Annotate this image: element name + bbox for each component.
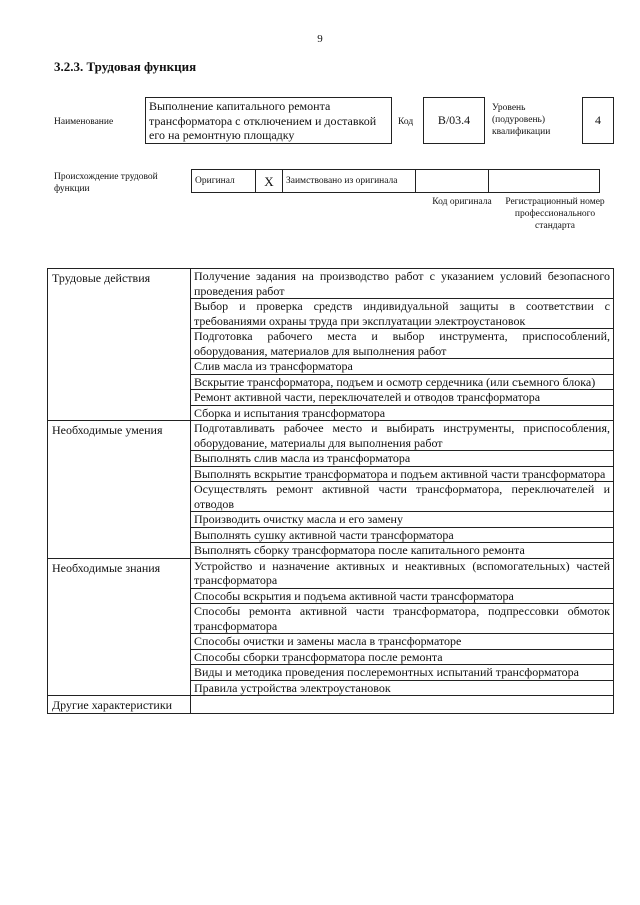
borrowed-label-cell: [283, 170, 416, 193]
page-number: 9: [317, 33, 323, 45]
section-item: Осуществлять ремонт активной части трансформатора, переключателей и отводов: [191, 482, 614, 512]
section-category: Другие характеристики: [48, 696, 191, 714]
section-item: Способы сборки трансформатора после ремонта: [191, 649, 614, 665]
reg-number-cell: [489, 170, 600, 193]
original-mark-cell: [256, 170, 283, 193]
section-item: Выбор и проверка средств индивидуальной защиты в соответствии с требованиями охраны труда при эксплуатации электроустановок: [191, 299, 614, 329]
section-item: Способы очистки и замены масла в трансформаторе: [191, 634, 614, 650]
level-value-box: 4: [582, 97, 614, 144]
section-category: Трудовые действия: [48, 269, 191, 421]
code-label: Код: [398, 117, 414, 127]
section-item: Подготавливать рабочее место и выбирать инструменты, приспособления, оборудование, материалы для выполнения работ: [191, 421, 614, 451]
section-item: Правила устройства электроустановок: [191, 680, 614, 696]
section-item: Сборка и испытания трансформатора: [191, 405, 614, 421]
code-original-cell: [416, 170, 489, 193]
borrowed-label: Заимствовано из оригинала: [286, 175, 398, 186]
function-name-box: Выполнение капитального ремонта трансформатора с отключением и доставкой его на ремонтную площадку: [145, 97, 392, 144]
section-item: Производить очистку масла и его замену: [191, 512, 614, 528]
section-item: Вскрытие трансформатора, подъем и осмотр сердечника (или съемного блока): [191, 374, 614, 390]
code-original-caption: Код оригинала: [432, 197, 492, 207]
table-row: [48, 696, 614, 714]
code-value-box: B/03.4: [423, 97, 485, 144]
level-label: Уровень (подуровень) квалификации: [492, 103, 551, 137]
origin-label: Происхождение трудовой функции: [54, 172, 158, 194]
section-item: Выполнять вскрытие трансформатора и подъем активной части трансформатора: [191, 466, 614, 482]
section-item: Выполнять сушку активной части трансформатора: [191, 527, 614, 543]
section-title: 3.2.3. Трудовая функция: [54, 59, 197, 74]
section-item: [191, 696, 614, 714]
section-item: Способы вскрытия и подъема активной части трансформатора: [191, 588, 614, 604]
section-item: Подготовка рабочего места и выбор инструмента, приспособлений, оборудования, материалов для выполнения работ: [191, 329, 614, 359]
reg-number-caption: Регистрационный номер профессионального стандарта: [505, 197, 605, 231]
section-item: Получение задания на производство работ с указанием условий безопасного проведения работ: [191, 269, 614, 299]
table-row: [48, 269, 614, 299]
labor-function-table-body: [48, 269, 614, 714]
section-item: Ремонт активной части, переключателей и отводов трансформатора: [191, 390, 614, 406]
section-item: Слив масла из трансформатора: [191, 359, 614, 375]
section-item: Виды и методика проведения послеремонтных испытаний трансформатора: [191, 665, 614, 681]
section-category: Необходимые знания: [48, 558, 191, 696]
name-label: Наименование: [54, 117, 114, 127]
labor-function-table: [47, 268, 614, 714]
section-item: Выполнять сборку трансформатора после капитального ремонта: [191, 543, 614, 559]
section-item: Выполнять слив масла из трансформатора: [191, 451, 614, 467]
origin-table: [191, 169, 600, 193]
section-item: Устройство и назначение активных и неактивных (вспомогательных) частей трансформатора: [191, 558, 614, 588]
original-label: Оригинал: [195, 175, 235, 186]
table-row: [48, 558, 614, 588]
original-label-cell: [192, 170, 256, 193]
table-row: [48, 421, 614, 451]
section-item: Способы ремонта активной части трансформатора, подпрессовки обмоток трансформатора: [191, 604, 614, 634]
section-category: Необходимые умения: [48, 421, 191, 559]
original-mark: X: [264, 173, 274, 189]
